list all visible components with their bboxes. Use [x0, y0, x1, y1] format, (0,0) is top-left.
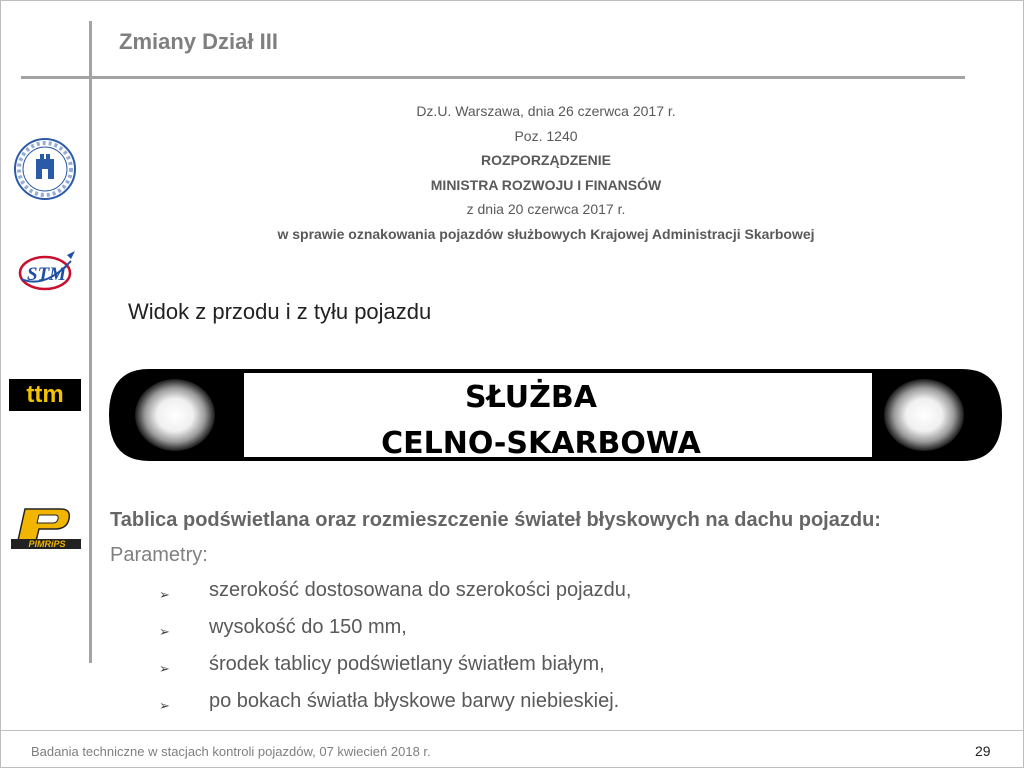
list-item-text: szerokość dostosowana do szerokości pojazdu, [209, 579, 632, 601]
stm-logo [9, 249, 81, 295]
pimrips-logo [9, 505, 81, 551]
bullet-arrow-icon: ➢ [159, 587, 170, 602]
view-subtitle: Widok z przodu i z tyłu pojazdu [128, 299, 432, 324]
parameters-label: Parametry: [110, 544, 208, 566]
svg-text:PIMRiPS: PIMRiPS [28, 539, 66, 549]
bullet-arrow-icon: ➢ [159, 698, 170, 713]
regulation-header [271, 99, 821, 246]
bullet-arrow-icon: ➢ [159, 624, 170, 639]
list-item-text: po bokach światła błyskowe barwy niebieskiej. [209, 690, 620, 712]
vertical-divider [89, 21, 92, 663]
header-date-line: z dnia 20 czerwca 2017 r. [466, 201, 626, 217]
plate-line-1: SŁUŻBA [465, 380, 597, 415]
list-item-text: wysokość do 150 mm, [209, 616, 407, 638]
plate-line-2: CELNO-SKARBOWA [381, 426, 701, 461]
ttm-logo [9, 379, 81, 411]
light-bar-illustration [109, 367, 1002, 463]
svg-text:ttm: ttm [26, 381, 64, 408]
header-regulation-line: ROZPORZĄDZENIE [481, 152, 611, 168]
header-ministry-line: MINISTRA ROZWOJU I FINANSÓW [430, 176, 662, 193]
right-flash-lamp [884, 379, 964, 451]
svg-text:STM: STM [27, 264, 67, 285]
footer-text: Badania techniczne w stacjach kontroli pojazdów, 07 kwiecień 2018 r. [31, 744, 431, 759]
title-underline [21, 76, 965, 79]
left-flash-lamp [135, 379, 215, 451]
plate-description-heading: Tablica podświetlana oraz rozmieszczenie świateł błyskowych na dachu pojazdu: [110, 509, 881, 531]
slide-title: Zmiany Dział III [119, 29, 278, 54]
header-subject-line: w sprawie oznakowania pojazdów służbowych Krajowej Administracji Skarbowej [277, 225, 815, 242]
bullet-arrow-icon: ➢ [159, 661, 170, 676]
header-position-line: Poz. 1240 [514, 127, 578, 144]
header-journal-line: Dz.U. Warszawa, dnia 26 czerwca 2017 r. [416, 103, 676, 119]
page-number: 29 [975, 743, 991, 759]
footer-divider [1, 730, 1023, 731]
list-item-text: środek tablicy podświetlany światłem białym, [209, 653, 605, 675]
university-seal-logo [9, 137, 81, 201]
